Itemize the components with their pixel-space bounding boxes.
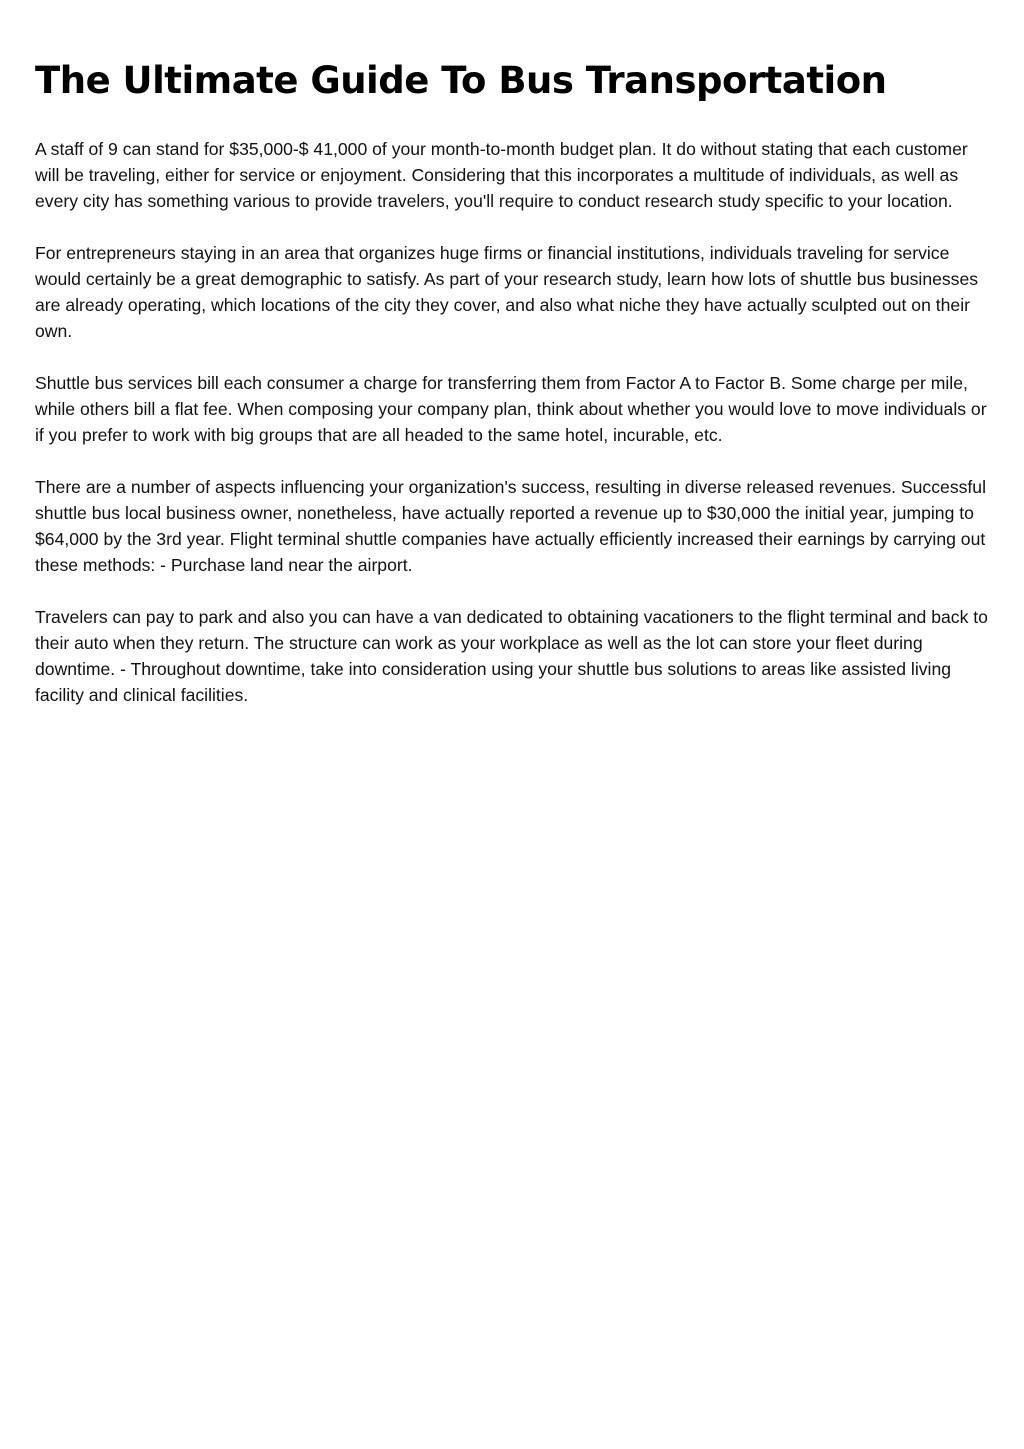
paragraph-3: Shuttle bus services bill each consumer a charge for transferring them from Factor A to Factor B. Some charge per mile, while others bill a flat fee. When composing your company plan, think about whether you would love to move individuals or if you prefer to work with big groups that are all headed to the same hotel, incurable, etc. [35, 373, 987, 445]
paragraph-2: For entrepreneurs staying in an area that organizes huge firms or financial institutions, individuals traveling for service would certainly be a great demographic to satisfy. As part of your research study, learn how lots of shuttle bus businesses are already operating, which locations of the city they cover, and also what niche they have actually sculpted out on their own. [35, 243, 979, 341]
page-title: The Ultimate Guide To Bus Transportation [35, 59, 887, 102]
paragraph-4: There are a number of aspects influencing your organization's success, resulting in diverse released revenues. Successful shuttle bus local business owner, nonetheless, have actually reported a revenue up to $30,000 the initial year, jumping to $64,000 by the 3rd year. Flight terminal shuttle companies have actually efficiently increased their earnings by carrying out these methods: - Purchase land near the airport. [35, 477, 986, 575]
document-page [35, 0, 995, 734]
paragraph-5: Travelers can pay to park and also you can have a van dedicated to obtaining vacationers to the flight terminal and back to their auto when they return. The structure can work as your workplace as well as the lot can store your fleet during downtime. - Throughout downtime, take into consideration using your shuttle bus solutions to areas like assisted living facility and clinical facilities. [35, 607, 988, 705]
article-body [35, 136, 995, 708]
paragraph-1: A staff of 9 can stand for $35,000-$ 41,000 of your month-to-month budget plan. It do without stating that each customer will be traveling, either for service or enjoyment. Considering that this incorporates a multitude of individuals, as well as every city has something various to provide travelers, you'll require to conduct research study specific to your location. [35, 139, 968, 211]
